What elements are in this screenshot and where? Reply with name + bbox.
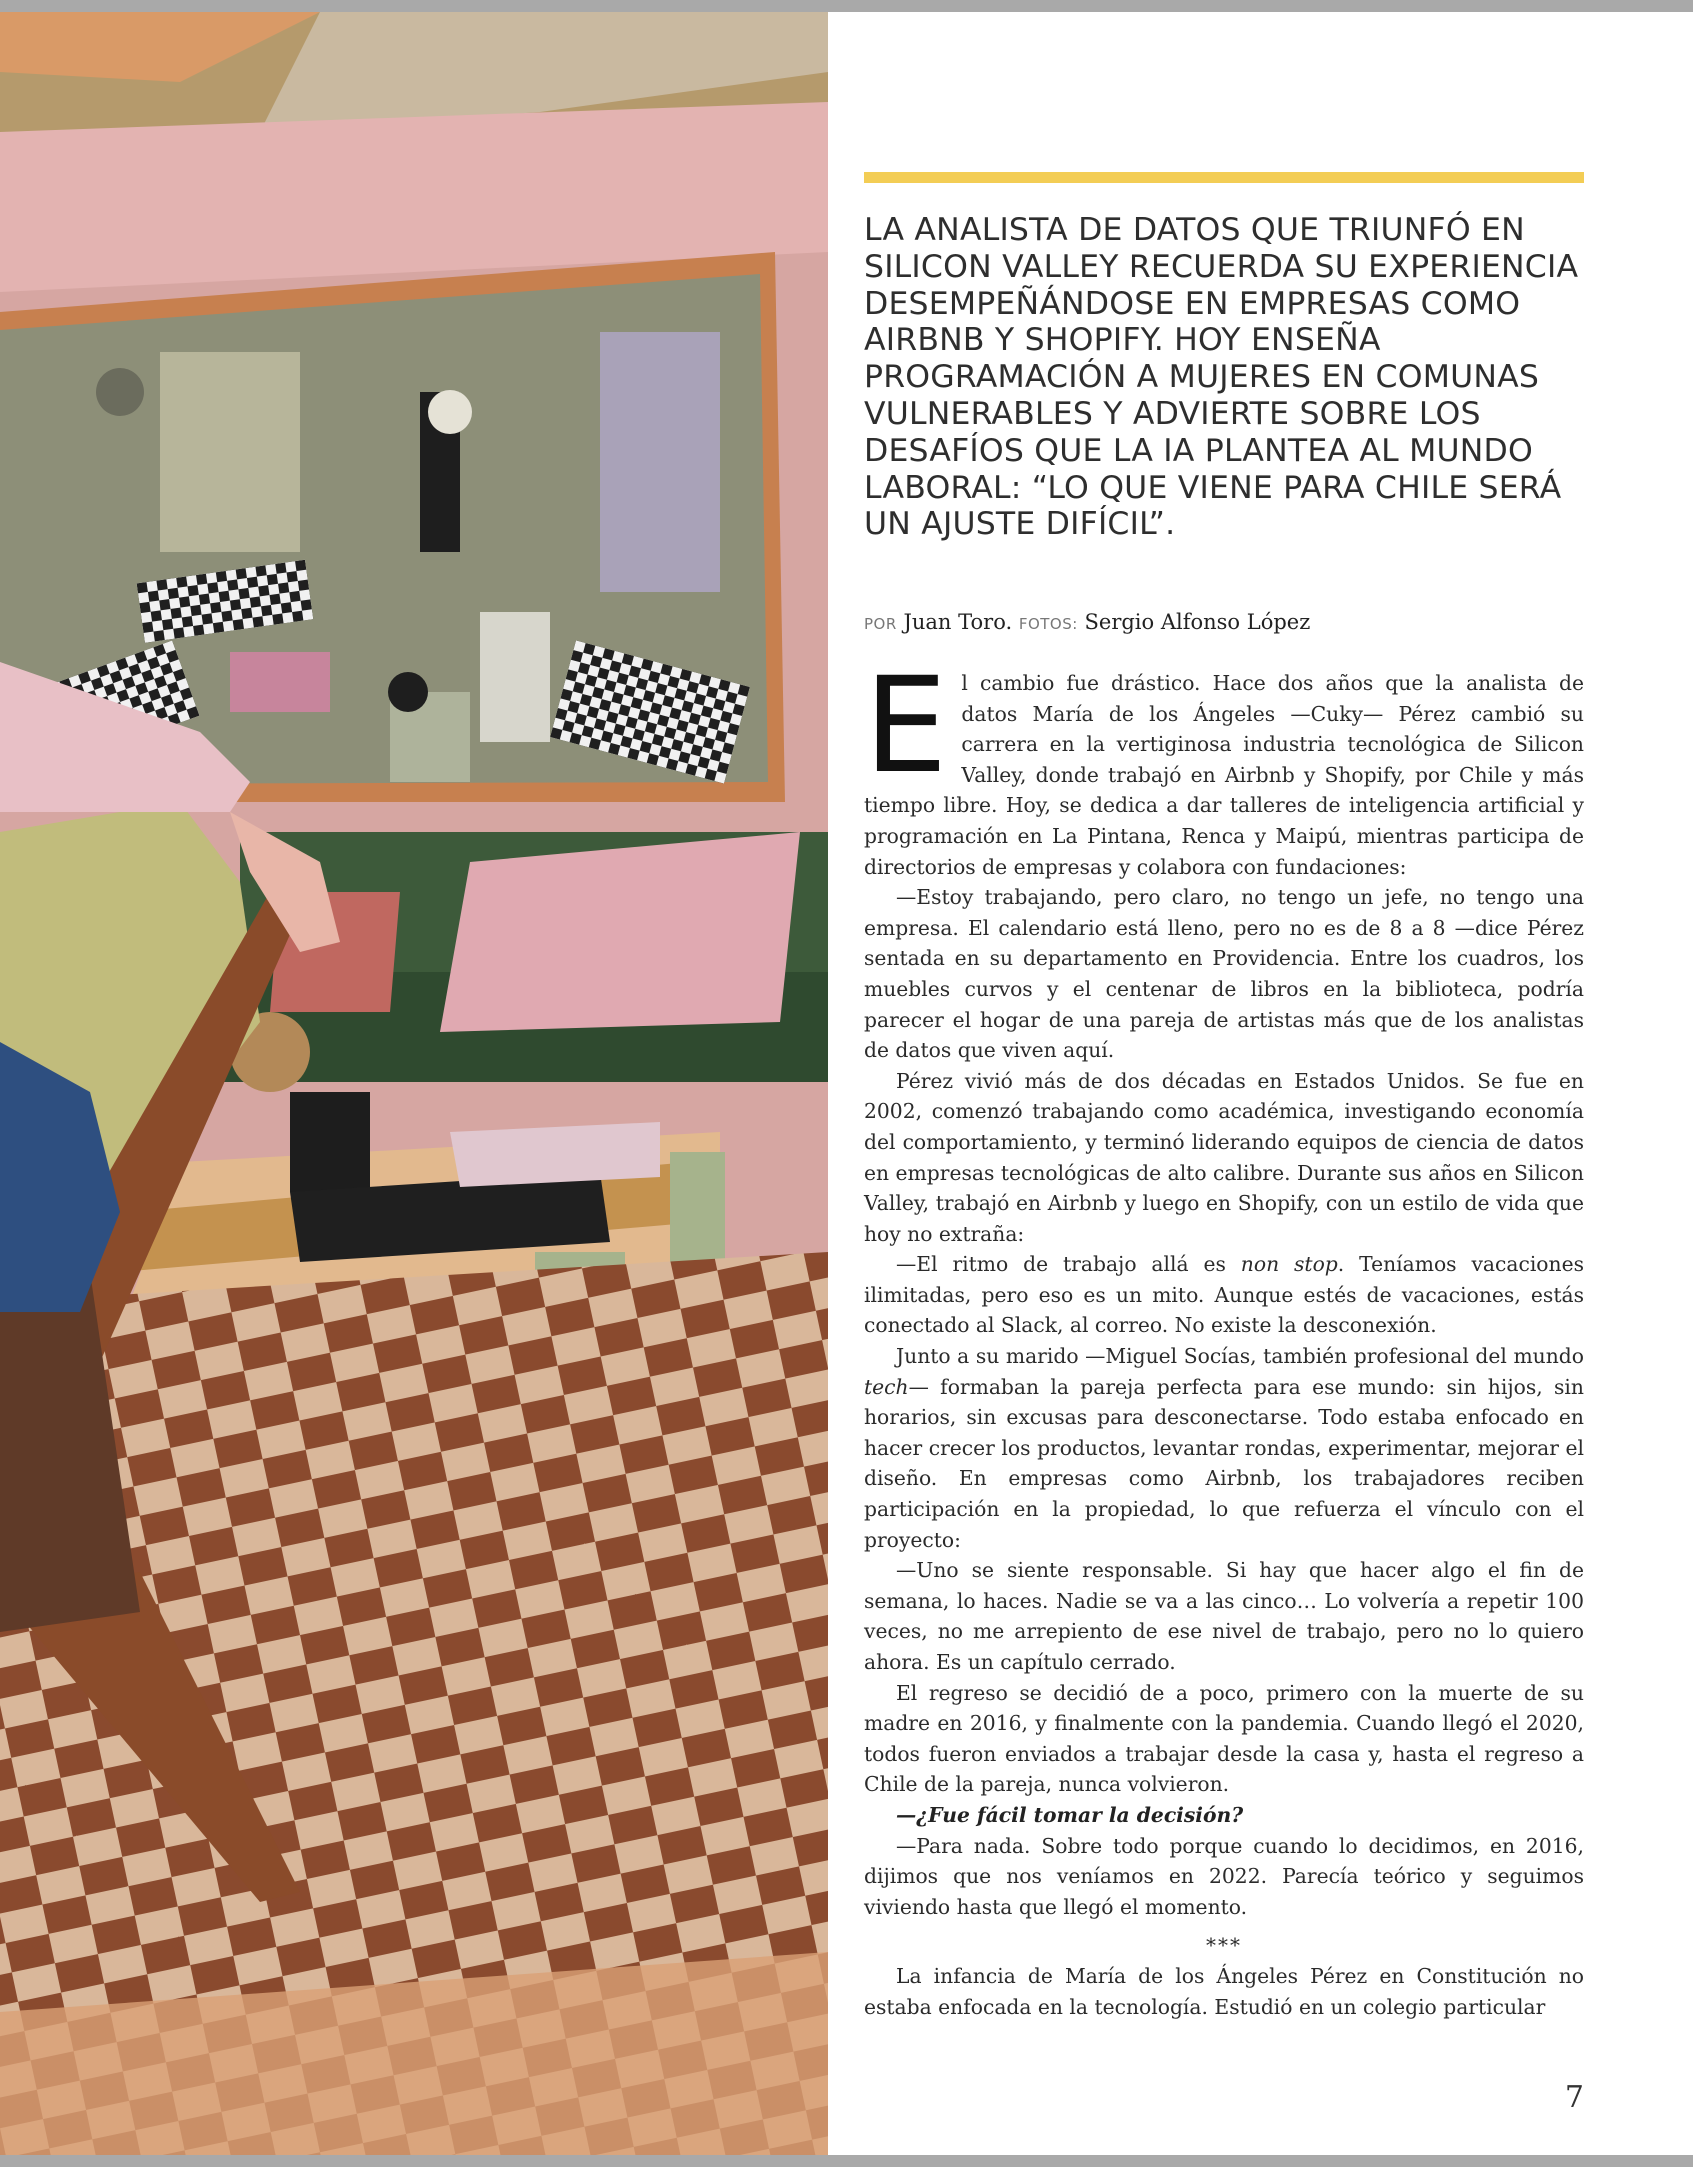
paragraph — [864, 1341, 1584, 1555]
article-deck: LA ANALISTA DE DATOS QUE TRIUNFÓ EN SILICON VALLEY RECUERDA SU EXPERIENCIA DESEMPEÑÁNDOSE EN EMPRESAS COMO AIRBNB Y SHOPIFY. HOY ENSEÑA PROGRAMACIÓN A MUJERES EN COMUNAS VULNERABLES Y ADVIERTE SOBRE LOS DESAFÍOS QUE LA IA PLANTEA AL MUNDO LABORAL: “LO QUE VIENE PARA CHILE SERÁ UN AJUSTE DIFÍCIL”. — [864, 212, 1579, 543]
paragraph — [864, 649, 1584, 882]
paragraph: —Estoy trabajando, pero claro, no tengo un jefe, no tengo una empresa. El calendario está lleno, pero no es de 8 a 8 —dice Pérez sentada en su departamento en Providencia. Entre los cuadros, los muebles curvos y el centenar de libros en la biblioteca, podría parecer el hogar de una pareja de artistas más que de los analistas de datos que viven aquí. — [864, 885, 1584, 1063]
accent-rule — [864, 172, 1584, 183]
interview-photo — [0, 12, 828, 2155]
photos-label: FOTOS: — [1018, 615, 1078, 633]
emphasis: non stop — [1240, 1252, 1338, 1277]
paragraph: Pérez vivió más de dos décadas en Estados Unidos. Se fue en 2002, comenzó trabajando como académica, investigando economía del comportamiento, y terminó liderando equipos de ciencia de datos en empresas tecnológicas de alto calibre. Durante sus años en Silicon Valley, trabajó en Airbnb y luego en Shopify, con un estilo de vida que hoy no extraña: — [864, 1068, 1584, 1246]
photographer-name: Sergio Alfonso López — [1084, 610, 1311, 634]
article-body — [864, 649, 1584, 2022]
paragraph: —Para nada. Sobre todo porque cuando lo decidimos, en 2016, dijimos que nos veníamos en 2022. Parecía teórico y seguimos viviendo hasta que llegó el momento. — [864, 1833, 1584, 1919]
author-label: POR — [864, 615, 897, 633]
paragraph — [864, 1249, 1584, 1341]
paragraph-text: —El ritmo de trabajo allá es — [896, 1252, 1241, 1277]
paragraph: —Uno se siente responsable. Si hay que hacer algo el fin de semana, lo haces. Nadie se va a las cinco… Lo volvería a repetir 100 veces, no me arrepiento de ese nivel de trabajo, pero no lo quiero ahora. Es un capítulo cerrado. — [864, 1558, 1584, 1674]
paragraph: La infancia de María de los Ángeles Pérez en Constitución no estaba enfocada en la tecnología. Estudió en un colegio particular — [864, 1963, 1584, 2019]
emphasis: tech — [864, 1374, 909, 1399]
interview-question: —¿Fue fácil tomar la decisión? — [896, 1802, 1244, 1827]
paragraph: El regreso se decidió de a poco, primero con la muerte de su madre en 2016, y finalmente con la pandemia. Cuando llegó el 2020, todos fueron enviados a trabajar desde la casa y, hasta el regreso a Chile de la pareja, nunca volvieron. — [864, 1680, 1584, 1797]
paragraph-text: Junto a su marido —Miguel Socías, también profesional del mundo — [896, 1344, 1584, 1369]
paragraph-text: l cambio fue drástico. Hace dos años que la analista de datos María de los Ángeles —Cuky— Pérez cambió su carrera en la vertiginosa industria tecnológica de Silicon Valley, donde trabajó en Airbnb y Shopify, por Chile y más tiempo libre. Hoy, se dedica a dar talleres de inteligencia artificial y programación en La Pintana, Renca y Maipú, mientras participa de directorios de empresas y colabora con fundaciones: — [864, 671, 1584, 879]
author-name: Juan Toro. — [903, 610, 1013, 634]
article-column — [864, 0, 1584, 2167]
byline — [864, 610, 1584, 634]
page-number: 7 — [1564, 2080, 1584, 2115]
section-separator: *** — [1206, 1933, 1242, 1958]
paragraph-text: — formaban la pareja perfecta para ese mundo: sin hijos, sin horarios, sin excusas para desconectarse. Todo estaba enfocado en hacer crecer los productos, levantar rondas, experimentar, mejorar el diseño. En empresas como Airbnb, los trabajadores reciben participación en la propiedad, lo que refuerza el vínculo con el proyecto: — [864, 1374, 1584, 1552]
paragraph-text: . Teníamos vacaciones ilimitadas, pero eso es un mito. Aunque estés de vacaciones, estás conectado al Slack, al correo. No existe la desconexión. — [864, 1252, 1584, 1338]
drop-cap: E — [864, 649, 948, 803]
